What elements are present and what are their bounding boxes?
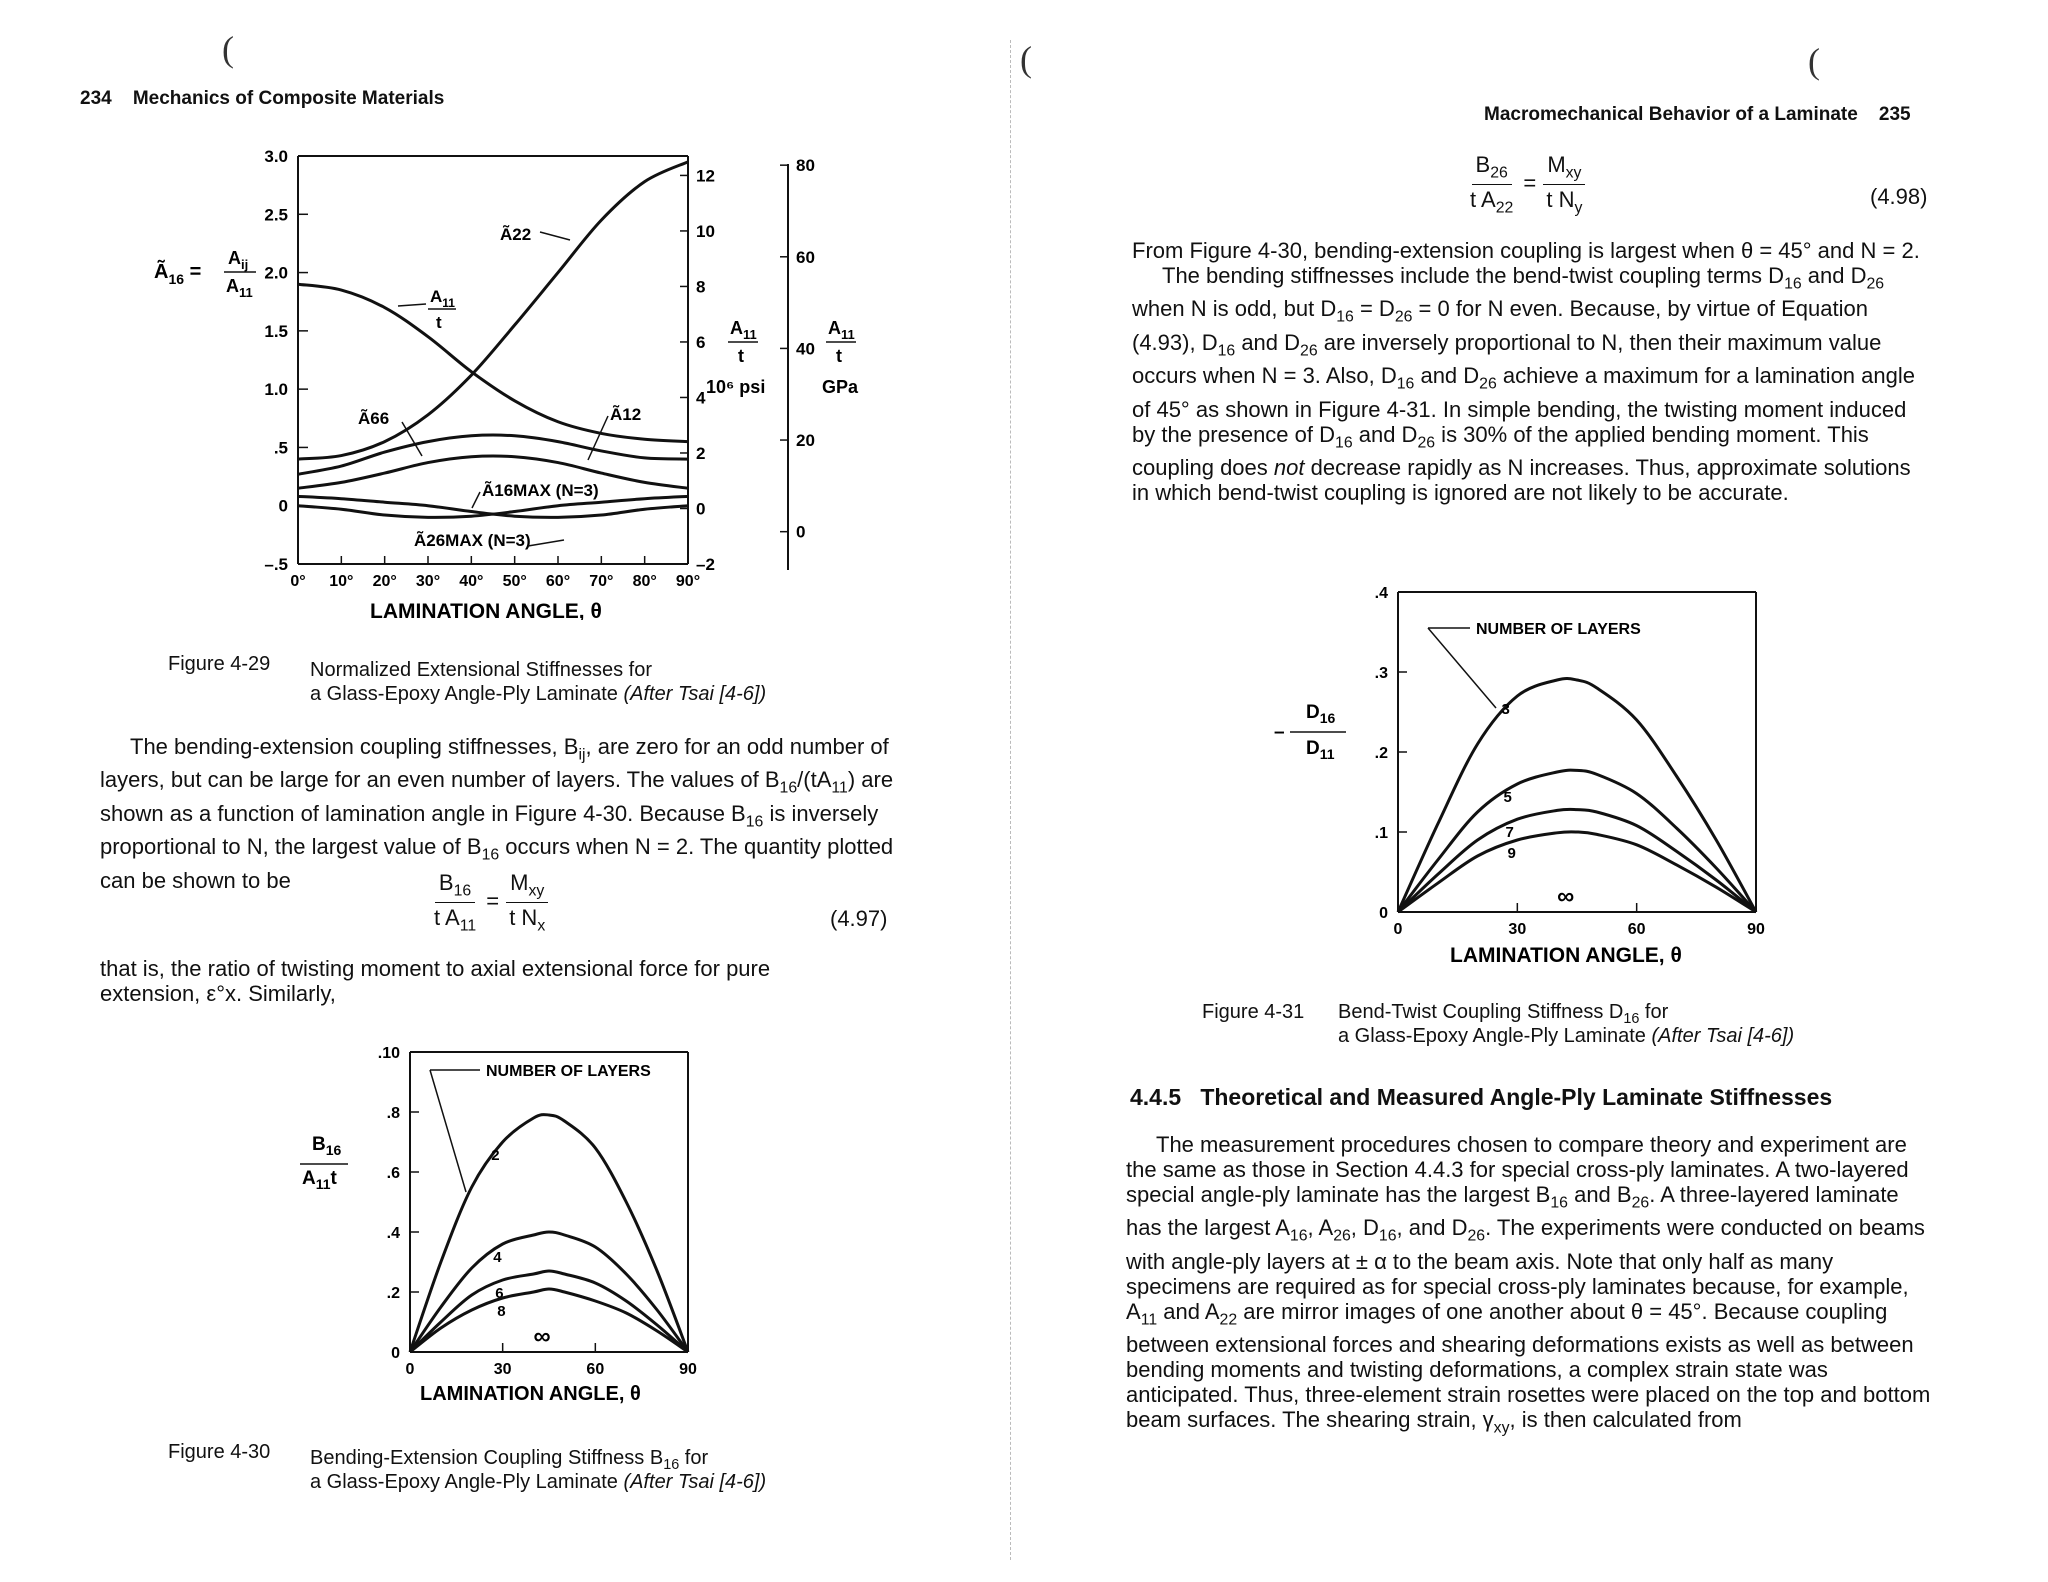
page-number: 235 (1878, 104, 1911, 125)
paragraph-bend-twist: From Figure 4-30, bending-extension coupling is largest when θ = 45° and N = 2. The bending stiffnesses include the bend-twist coupling terms $D_{16}$ and $D_{26}$ when N is odd, but $D_{16} = D_{26} = 0$ for N even. Because, by virtue of Equation (4.93), $D_{16}$ and $D_{26}$ are inversely proportional to N, then their maximum value occurs when N = 3. Also, $D_{16}$ and $D_{26}$ achieve a maximum for a lamination angle of 45° as shown in Figure 4-31. In simple bending, the twisting moment induced by the presence of $D_{16}$ and $D_{26}$ is 30% of the applied bending moment. This coupling does not decrease rapidly as N increases. Thus, approximate solutions in which bend-twist coupling is ignored are not likely to be accurate. (1132, 238, 1920, 505)
x-tick-label: 20° (372, 573, 397, 590)
right-axis1-tick-label: 8 (696, 277, 706, 297)
paragraph-measurement: The measurement procedures chosen to compare theory and experiment are the same as those in Section 4.4.3 for special cross-ply laminates. A two-layered special angle-ply laminate has the largest $B_{16}$ and $B_{26}$. A three-layered laminate has the largest $A_{16}$, $A_{26}$, $D_{16}$, and $D_{26}$. The experiments were conducted on beams with angle-ply layers at ± α to the beam axis. Note that only half as many specimens are required as for special cross-ply laminates because, for example, $A_{11}$ and $A_{22}$ are mirror images of one another about θ = 45°. Because coupling between extensional forces and shearing deformations exists as well as between bending moments and twisting deformations, a complex strain state was anticipated. Thus, three-element strain rosettes were placed on the top and bottom beam surfaces. The shearing strain, $\gamma_{xy}$, is then calculated from (1126, 1132, 1931, 1437)
caption-credit: (After Tsai [4-6]) (623, 1471, 767, 1493)
svg-text:t: t (836, 346, 842, 366)
series-label-∞: ∞ (1557, 883, 1575, 910)
right-axis1-tick-label: 10 (696, 221, 715, 241)
x-tick-label: 30 (1508, 921, 1527, 938)
y-axis-label: $D_{16}$ (1306, 702, 1336, 726)
svg-text:t: t (738, 346, 744, 366)
figure-4-31-chart (1270, 570, 1790, 970)
y-tick-label: .8 (386, 1105, 400, 1122)
y-tick-label: 0 (278, 496, 288, 516)
y-tick-label: 1.0 (264, 380, 288, 400)
x-tick-label: 0 (405, 1361, 415, 1378)
figure-4-29-caption (168, 652, 888, 712)
figure-4-29-chart (140, 140, 880, 620)
right-axis1-tick-label: 0 (696, 499, 706, 519)
y-axis-label: $B_{16}$ (312, 1134, 342, 1158)
y-tick-label: 3.0 (264, 147, 288, 166)
y-tick-label: .2 (386, 1285, 400, 1302)
label-A22: Ã22 (500, 225, 532, 244)
y-axis-label-num: $A_{ij}$ (228, 248, 249, 272)
right-axis2-tick-label: 40 (796, 339, 815, 359)
y-tick-label: 1.5 (264, 321, 288, 341)
right-axis2-tick-label: 80 (796, 156, 815, 176)
series-label-9: 9 (1507, 845, 1516, 862)
y-tick-label: 0 (1379, 905, 1388, 922)
x-tick-label: 70° (589, 573, 614, 590)
right-axis2-tick-label: 20 (796, 431, 815, 451)
series-line-0 (1398, 678, 1756, 912)
svg-text:A11t: $A_{11}t$ (302, 1168, 337, 1192)
series-label-3: 3 (1501, 701, 1510, 718)
legend-title: NUMBER OF LAYERS (1476, 621, 1641, 638)
right-axis1-tick-label: –2 (696, 555, 715, 574)
x-tick-label: 80° (632, 573, 657, 590)
margin-mark: ( (1020, 39, 1032, 79)
x-tick-label: 0° (290, 573, 306, 590)
y-tick-label: –.5 (264, 555, 288, 574)
y-axis-label-den: $A_{11}$ (226, 276, 253, 300)
y-tick-label: .3 (1374, 665, 1388, 682)
x-tick-label: 90 (679, 1361, 697, 1378)
series-label-8: 8 (497, 1303, 506, 1320)
margin-mark: ( (222, 29, 234, 69)
series-label-6: 6 (495, 1285, 504, 1302)
y-tick-label: 2.5 (264, 205, 288, 225)
page-gutter (1010, 40, 1011, 1560)
y-axis-label: $Ã_{16}$ = (154, 261, 202, 287)
x-tick-label: 60 (586, 1361, 605, 1378)
caption-line1: Normalized Extensional Stiffnesses for (310, 659, 653, 681)
series-label-5: 5 (1503, 789, 1512, 806)
figure-number: Figure 4-29 (168, 653, 271, 675)
x-axis-label: LAMINATION ANGLE, θ (1450, 944, 1682, 967)
figure-number: Figure 4-30 (168, 1441, 271, 1463)
caption-line1: Bend-Twist Coupling Stiffness D (1338, 1001, 1624, 1023)
right-axis2-frac: $A_{11}$ (828, 318, 855, 342)
equation-number: (4.98) (1870, 184, 1928, 209)
figure-number: Figure 4-31 (1202, 1001, 1305, 1023)
svg-text:t: t (436, 313, 442, 332)
section-title: Theoretical and Measured Angle-Ply Laminate Stiffnesses (1200, 1084, 1833, 1110)
label-A26max: Ã26MAX (N=3) (414, 531, 531, 550)
right-axis1-tick-label: 6 (696, 332, 706, 352)
y-tick-label: .1 (1374, 825, 1388, 842)
right-axis2-unit: GPa (822, 377, 859, 397)
caption-credit: (After Tsai [4-6]) (623, 683, 767, 705)
x-tick-label: 90 (1747, 921, 1765, 938)
section-heading (1130, 1084, 1832, 1111)
y-tick-label: .5 (273, 438, 288, 458)
series-label-2: 2 (491, 1147, 500, 1164)
right-axis2-tick-label: 60 (796, 247, 815, 267)
x-tick-label: 0 (1393, 921, 1403, 938)
right-axis1-tick-label: 12 (696, 166, 715, 186)
svg-text:D11: $D_{11}$ (1306, 738, 1335, 762)
page-number: 234 (80, 88, 112, 109)
y-tick-label: .6 (386, 1165, 400, 1182)
x-tick-label: 60 (1627, 921, 1646, 938)
equation-number: (4.97) (830, 906, 888, 931)
series-label-∞: ∞ (533, 1323, 551, 1350)
section-number: 4.4.5 (1130, 1084, 1182, 1110)
caption-line2: a Glass-Epoxy Angle-Ply Laminate (1338, 1025, 1646, 1047)
x-axis-label: LAMINATION ANGLE, θ (370, 600, 602, 620)
running-title: Mechanics of Composite Materials (132, 88, 445, 109)
label-A66: Ã66 (358, 409, 390, 428)
svg-text:–: – (1274, 722, 1285, 743)
margin-mark: ( (1808, 41, 1820, 81)
page-header-right (1484, 104, 1911, 126)
right-axis1-unit: 10⁶ psi (706, 377, 766, 397)
caption-credit: (After Tsai [4-6]) (1651, 1025, 1795, 1047)
right-axis1-tick-label: 2 (696, 443, 706, 463)
y-tick-label: .10 (377, 1045, 400, 1062)
y-tick-label: 0 (391, 1345, 400, 1362)
caption-line2: a Glass-Epoxy Angle-Ply Laminate (310, 1471, 618, 1493)
caption-line1: Bending-Extension Coupling Stiffness B (310, 1447, 664, 1469)
equation-4-98: $\frac{B_{26}}{t A_{22}}$ = $\frac{M_{xy}}{t N_y}$ (1466, 152, 1586, 218)
running-title: Macromechanical Behavior of a Laminate (1484, 104, 1858, 125)
x-tick-label: 30° (415, 573, 441, 590)
x-tick-label: 10° (329, 573, 354, 590)
y-tick-label: 2.0 (264, 263, 288, 283)
label-A11t-num: $A_{11}$ (430, 287, 455, 310)
series-label-4: 4 (493, 1249, 502, 1266)
figure-4-31-caption: Figure 4-31 Bend-Twist Coupling Stiffness $D_{16}$ for a Glass-Epoxy Angle-Ply Laminate (After Tsai [4-6]) (1202, 1001, 1795, 1047)
paragraph-ratio: that is, the ratio of twisting moment to axial extensional force for pure extension, ε°x. Similarly, (100, 956, 771, 1006)
paragraph-bending-extension: The bending-extension coupling stiffnesses, $B_{ij}$, are zero for an odd number of layers, but can be large for an even number of layers. The values of $B_{16}/(tA_{11})$ are shown as a function of lamination angle in Figure 4-30. Because $B_{16}$ is inversely proportional to N, the largest value of $B_{16}$ occurs when N = 2. The quantity plotted can be shown to be (100, 734, 894, 893)
y-tick-label: .2 (1374, 745, 1388, 762)
right-axis1-tick-label: 4 (696, 388, 706, 408)
right-axis2-tick-label: 0 (796, 522, 806, 542)
y-tick-label: .4 (386, 1225, 400, 1242)
x-tick-label: 40° (459, 573, 484, 590)
figure-4-30-caption: Figure 4-30 Bending-Extension Coupling Stiffness $B_{16}$ for a Glass-Epoxy Angle-Ply Laminate (After Tsai [4-6]) (168, 1441, 767, 1493)
series-label-7: 7 (1505, 824, 1514, 842)
figure-4-30-chart (280, 1030, 720, 1410)
label-A16max: Ã16MAX (N=3) (482, 481, 599, 500)
page-header-left (80, 88, 444, 110)
x-tick-label: 30 (493, 1361, 512, 1378)
legend-title: NUMBER OF LAYERS (486, 1063, 651, 1080)
x-tick-label: 90° (675, 573, 701, 590)
right-axis1-frac: $A_{11}$ (730, 318, 757, 342)
x-tick-label: 60° (545, 573, 571, 590)
series-line-2 (1398, 809, 1756, 912)
equation-4-97: $\frac{B_{16}}{t A_{11}}$ = $\frac{M_{xy}}{t N_x}$ (430, 870, 549, 936)
label-A12: Ã12 (610, 405, 642, 424)
x-tick-label: 50° (502, 573, 527, 590)
caption-line2: a Glass-Epoxy Angle-Ply Laminate (310, 683, 618, 705)
y-tick-label: .4 (1374, 585, 1388, 602)
x-axis-label: LAMINATION ANGLE, θ (420, 1383, 641, 1405)
